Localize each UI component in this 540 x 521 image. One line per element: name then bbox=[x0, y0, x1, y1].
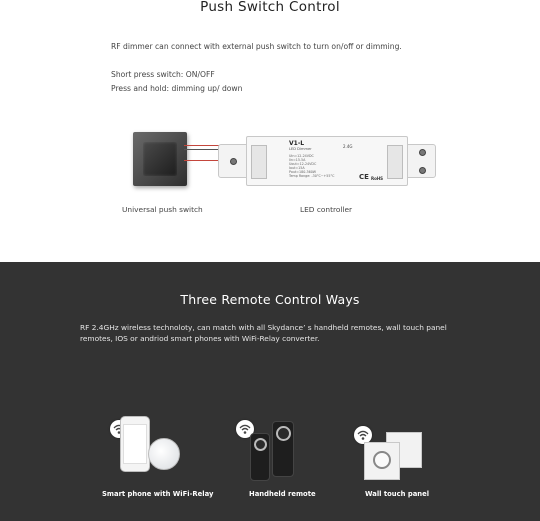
screw-icon bbox=[419, 149, 426, 156]
rohs-mark: RoHS bbox=[371, 176, 384, 181]
short-press-text: Short press switch: ON/OFF bbox=[111, 70, 215, 79]
handheld-remote-caption: Handheld remote bbox=[249, 490, 316, 498]
controller-specs bbox=[289, 154, 337, 178]
screw-icon bbox=[230, 158, 237, 165]
output-terminal bbox=[387, 145, 403, 179]
remote-icon bbox=[250, 433, 270, 481]
remote-wheel bbox=[254, 438, 267, 451]
remote-ways-title: Three Remote Control Ways bbox=[180, 292, 360, 307]
press-hold-text: Press and hold: dimming up/ down bbox=[111, 84, 243, 93]
smart-phone-caption: Smart phone with WiFi-Relay bbox=[102, 490, 214, 498]
screw-icon bbox=[419, 167, 426, 174]
push-switch-title: Push Switch Control bbox=[200, 0, 340, 15]
spec-out: Uout=12-24VDC bbox=[289, 162, 317, 166]
push-switch-description: RF dimmer can connect with external push switch to turn on/off or dimming. bbox=[111, 42, 402, 51]
controller-ear-left bbox=[218, 144, 248, 178]
push-switch-image bbox=[133, 132, 187, 186]
controller-ear-right bbox=[406, 144, 436, 178]
controller-model: V1-L bbox=[289, 140, 305, 147]
wall-panel-caption: Wall touch panel bbox=[365, 490, 430, 498]
led-controller-caption: LED controller bbox=[300, 205, 353, 214]
touch-ring bbox=[373, 451, 391, 469]
remote-icon bbox=[272, 421, 294, 477]
spec-pout: Pout=180-360W bbox=[289, 170, 317, 174]
remote-ways-section bbox=[0, 262, 540, 521]
controller-frequency: 2.4G bbox=[343, 144, 353, 149]
led-controller-image bbox=[218, 136, 436, 186]
ce-mark: CE bbox=[359, 173, 369, 181]
push-switch-caption: Universal push switch bbox=[122, 205, 203, 214]
phone-screen bbox=[123, 424, 147, 464]
spec-iout: Iout=15A bbox=[289, 166, 305, 170]
switch-rocker bbox=[143, 142, 177, 176]
controller-body bbox=[246, 136, 408, 186]
input-terminal bbox=[251, 145, 267, 179]
spec-temp: Temp Range: -30°C~+55°C bbox=[289, 174, 335, 178]
controller-subtitle: LED Dimmer bbox=[289, 147, 312, 151]
wall-panel-icon bbox=[364, 442, 400, 480]
spec-iin: Iin=15.5A bbox=[289, 158, 306, 162]
spec-in: Uin=12-24VDC bbox=[289, 154, 314, 158]
smart-phone-product bbox=[104, 414, 194, 484]
handheld-remote-product bbox=[234, 417, 304, 483]
phone-icon bbox=[120, 416, 150, 472]
remote-wheel bbox=[276, 426, 291, 441]
wifi-relay-icon bbox=[148, 438, 180, 470]
remote-ways-description: RF 2.4GHz wireless technoloty, can match with all Skydance’ s handheld remotes, wall touch panel remotes, IOS or andriod smart phones with WiFi-Relay converter. bbox=[80, 323, 447, 343]
wall-panel-product bbox=[352, 424, 432, 484]
